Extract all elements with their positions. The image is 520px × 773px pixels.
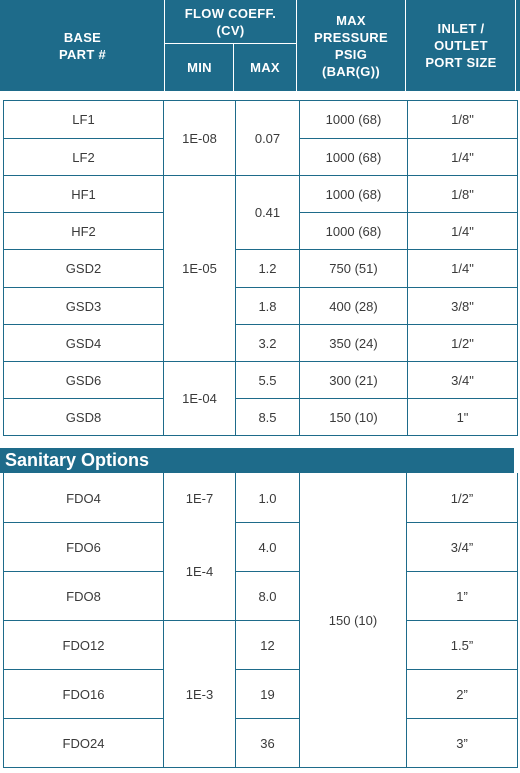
min-cv: 1E-08 bbox=[182, 130, 217, 146]
part-number: GSD2 bbox=[65, 261, 102, 276]
part-number: FDO6 bbox=[66, 539, 101, 555]
table-rule bbox=[517, 100, 518, 436]
max-cv: 0.07 bbox=[254, 130, 281, 146]
port-size: 1" bbox=[456, 409, 469, 425]
max-cv: 19 bbox=[260, 686, 275, 702]
max-pressure: 150 (10) bbox=[328, 613, 378, 628]
max-cv: 1.0 bbox=[258, 490, 277, 506]
max-pressure: 350 (24) bbox=[329, 335, 378, 351]
port-size: 3/4” bbox=[450, 539, 474, 555]
min-cv: 1E-4 bbox=[185, 564, 214, 579]
part-number: FDO16 bbox=[62, 686, 105, 702]
part-number: FDO8 bbox=[66, 588, 101, 604]
max-pressure: 750 (51) bbox=[329, 261, 378, 276]
max-pressure: 1000 (68) bbox=[325, 223, 382, 239]
max-cv: 5.5 bbox=[258, 372, 277, 388]
section-title: Sanitary Options bbox=[0, 448, 514, 473]
port-size: 1” bbox=[456, 588, 468, 604]
port-size: 1/2” bbox=[450, 490, 474, 506]
min-cv: 1E-3 bbox=[185, 686, 214, 702]
header-base-part: BASE PART # bbox=[58, 29, 107, 62]
port-size: 1/4" bbox=[451, 149, 474, 165]
part-number: HF2 bbox=[71, 223, 96, 239]
max-pressure: 400 (28) bbox=[329, 298, 378, 314]
max-pressure: 1000 (68) bbox=[325, 112, 382, 127]
max-cv: 12 bbox=[260, 637, 275, 653]
max-cv: 4.0 bbox=[258, 539, 277, 555]
part-number: LF2 bbox=[72, 149, 95, 165]
port-size: 1/4" bbox=[451, 223, 474, 239]
part-number: FDO12 bbox=[62, 637, 105, 653]
max-cv: 36 bbox=[260, 735, 275, 751]
port-size: 3/4" bbox=[451, 372, 474, 388]
port-size: 2” bbox=[456, 686, 468, 702]
max-cv: 8.0 bbox=[258, 588, 277, 604]
table-rule bbox=[3, 767, 518, 768]
port-size: 1/8" bbox=[451, 112, 474, 127]
header-divider bbox=[164, 0, 165, 91]
max-pressure: 300 (21) bbox=[329, 372, 378, 388]
part-number: GSD4 bbox=[65, 335, 102, 351]
min-cv: 1E-7 bbox=[185, 490, 214, 506]
max-pressure: 150 (10) bbox=[329, 409, 378, 425]
port-size: 1/2" bbox=[451, 335, 474, 351]
max-cv: 0.41 bbox=[254, 205, 281, 220]
header-max: MAX bbox=[250, 60, 280, 75]
max-cv: 1.2 bbox=[258, 261, 277, 276]
table-rule bbox=[517, 473, 518, 768]
min-cv: 1E-05 bbox=[182, 261, 217, 276]
part-number: GSD6 bbox=[65, 372, 102, 388]
max-cv: 3.2 bbox=[258, 335, 277, 351]
part-number: GSD8 bbox=[65, 409, 102, 425]
part-number: FDO24 bbox=[62, 735, 105, 751]
port-size: 1/4" bbox=[451, 261, 474, 276]
max-cv: 1.8 bbox=[258, 298, 277, 314]
header-port-size: INLET / OUTLET PORT SIZE bbox=[425, 21, 497, 70]
port-size: 1/8" bbox=[451, 186, 474, 202]
header-max-pressure: MAX PRESSURE PSIG (BAR(G)) bbox=[314, 12, 388, 79]
part-number: HF1 bbox=[71, 186, 96, 202]
part-number: LF1 bbox=[72, 112, 95, 127]
header-divider bbox=[405, 0, 406, 91]
port-size: 3/8" bbox=[451, 298, 474, 314]
min-cv: 1E-04 bbox=[182, 391, 217, 406]
part-number: GSD3 bbox=[65, 298, 102, 314]
header-min: MIN bbox=[187, 60, 212, 75]
header-divider bbox=[165, 43, 296, 44]
max-cv: 8.5 bbox=[258, 409, 277, 425]
port-size: 1.5” bbox=[450, 637, 474, 653]
max-pressure: 1000 (68) bbox=[325, 186, 382, 202]
header-divider bbox=[233, 44, 234, 91]
header-flow-coeff: FLOW COEFF. (CV) bbox=[184, 6, 277, 38]
port-size: 3” bbox=[456, 735, 468, 751]
header-divider bbox=[296, 0, 297, 91]
max-pressure: 1000 (68) bbox=[325, 149, 382, 165]
part-number: FDO4 bbox=[66, 490, 101, 506]
table-rule bbox=[3, 435, 518, 436]
header-divider bbox=[515, 0, 516, 91]
